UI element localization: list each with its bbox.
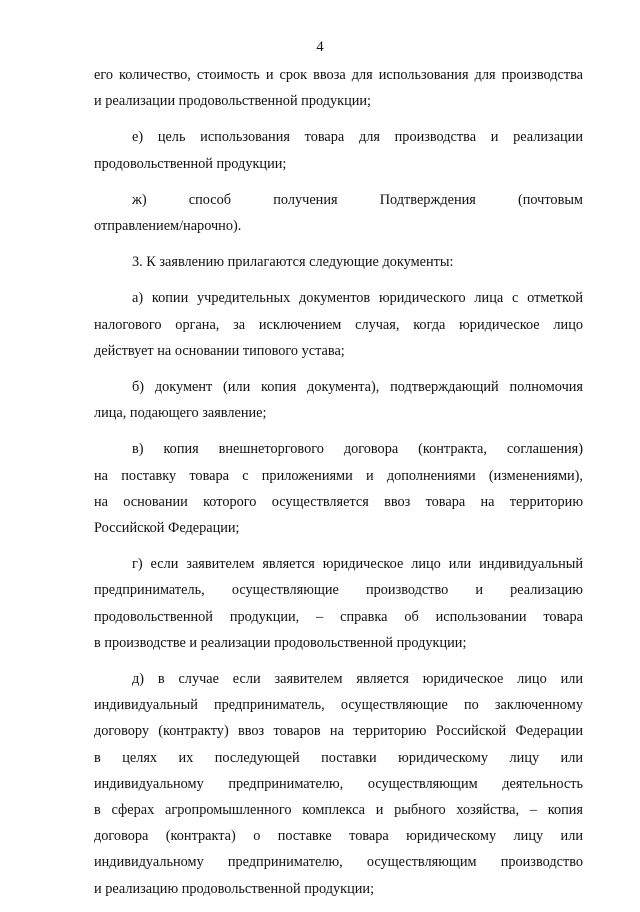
- text-line: его количество, стоимость и срок ввоза для использования для производства: [94, 67, 583, 83]
- text-line: в сферах агропромышленного комплекса и рыбного хозяйства, – копия: [94, 802, 583, 819]
- text-line: 3. К заявлению прилагаются следующие документы:: [132, 254, 454, 271]
- paragraph-g: [94, 551, 583, 656]
- text-line: предприниматель, осуществляющие производство и реализацию: [94, 582, 583, 599]
- text-line: а) копии учредительных документов юридического лица с отметкой: [132, 290, 583, 307]
- text-line: лица, подающего заявление;: [94, 405, 267, 422]
- text-line: в производстве и реализации продовольственной продукции;: [94, 634, 467, 651]
- text-line: в) копия внешнеторгового договора (контракта, соглашения): [132, 441, 583, 458]
- text-line: Российской Федерации;: [94, 520, 240, 537]
- paragraph-v: [94, 436, 583, 541]
- text-line: индивидуальный предприниматель, осуществляющие по заключенному: [94, 697, 583, 714]
- page-number: 4: [316, 39, 324, 55]
- paragraph-zh: [94, 187, 583, 239]
- text-line: действует на основании типового устава;: [94, 342, 345, 359]
- paragraph-d: [94, 666, 583, 902]
- text-line: продовольственной продукции;: [94, 155, 287, 172]
- text-line: отправлением/нарочно).: [94, 218, 242, 235]
- text-line: на поставку товара с приложениями и дополнениями (изменениями),: [94, 467, 583, 484]
- text-line: продовольственной продукции, – справка об использовании товара: [94, 608, 583, 625]
- paragraph-a: [94, 285, 583, 364]
- text-line: е) цель использования товара для производства и реализации: [132, 129, 583, 146]
- text-line: договора (контракта) о поставке товара юридическому лицу или: [94, 828, 583, 845]
- paragraph-cont: [94, 62, 583, 114]
- document-body: [94, 62, 583, 912]
- text-line: индивидуальному предпринимателю, осуществляющим производство: [94, 854, 583, 871]
- paragraph-p3: [94, 249, 583, 275]
- text-line: налогового органа, за исключением случая, когда юридическое лицо: [94, 316, 583, 333]
- text-line: на основании которого осуществляется ввоз товара на территорию: [94, 493, 583, 510]
- text-line: и реализации продовольственной продукции;: [94, 93, 372, 110]
- text-line: б) документ (или копия документа), подтверждающий полномочия: [132, 379, 583, 396]
- paragraph-e: [94, 124, 583, 176]
- text-line: д) в случае если заявителем является юридическое лицо или: [132, 671, 583, 688]
- text-line: индивидуальному предпринимателю, осуществляющим деятельность: [94, 775, 583, 792]
- text-line: и реализацию продовольственной продукции;: [94, 880, 375, 897]
- paragraph-b: [94, 374, 583, 426]
- text-line: договору (контракту) ввоз товаров на территорию Российской Федерации: [94, 723, 583, 740]
- text-line: г) если заявителем является юридическое лицо или индивидуальный: [132, 556, 583, 573]
- text-line: ж) способ получения Подтверждения (почтовым: [132, 191, 583, 208]
- text-line: в целях их последующей поставки юридическому лицу или: [94, 749, 583, 766]
